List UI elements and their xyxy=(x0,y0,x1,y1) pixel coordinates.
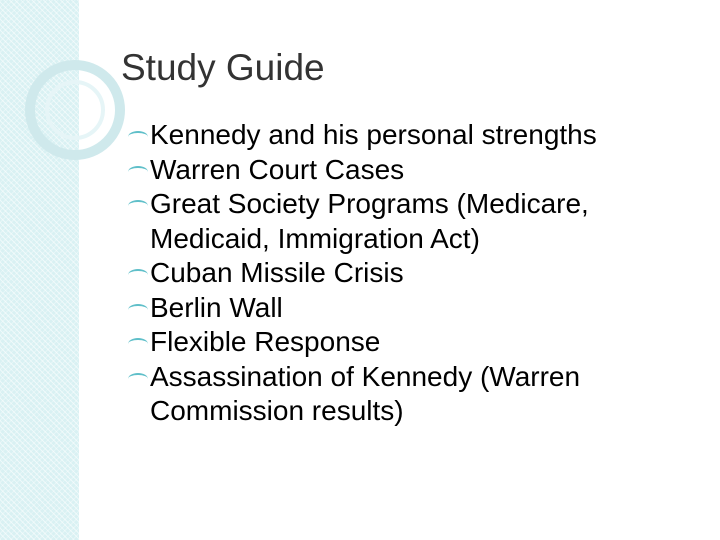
list-item xyxy=(128,187,708,256)
list-item-text: Flexible Response xyxy=(150,326,381,357)
list-item xyxy=(128,291,708,326)
list-item-text: Warren Court Cases xyxy=(150,153,405,185)
list-item-text: Berlin Wall xyxy=(150,291,283,323)
curved-bullet-icon xyxy=(128,338,148,350)
list-item xyxy=(128,153,708,188)
curved-bullet-icon xyxy=(128,200,148,212)
list-item xyxy=(128,118,708,153)
list-item-text: Assassination of Kennedy (Warren Commission results) xyxy=(150,360,581,426)
list-item-text: Great Society Programs (Medicare, Medicaid, Immigration Act) xyxy=(150,188,589,254)
list-item-text: Cuban Missile Crisis xyxy=(150,257,404,288)
curved-bullet-icon xyxy=(128,304,148,316)
slide-title: Study Guide xyxy=(121,47,325,88)
list-item xyxy=(128,360,708,429)
study-topics-list xyxy=(128,118,708,429)
decorative-side-strip xyxy=(0,0,79,540)
list-item xyxy=(128,256,708,291)
list-item xyxy=(128,325,708,360)
curved-bullet-icon xyxy=(128,131,148,143)
list-item-text: Kennedy and his personal strengths xyxy=(150,119,597,150)
curved-bullet-icon xyxy=(128,166,148,178)
curved-bullet-icon xyxy=(128,269,148,281)
curved-bullet-icon xyxy=(128,373,148,385)
